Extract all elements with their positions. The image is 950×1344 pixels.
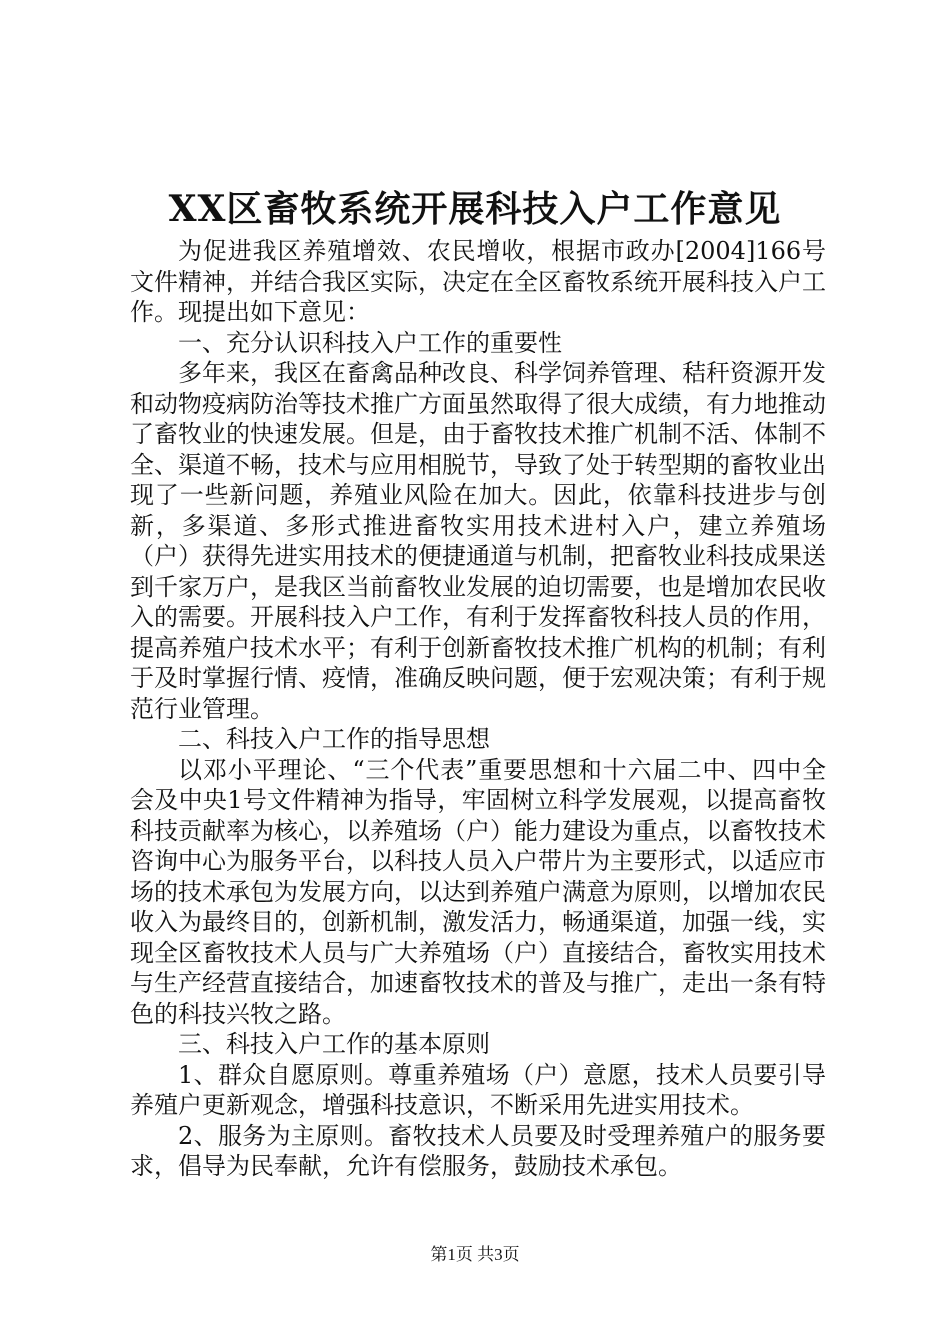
intro-paragraph: 为促进我区养殖增效、农民增收，根据市政办[2004]166号文件精神，并结合我区实际，决定在全区畜牧系统开展科技入户工作。现提出如下意见： xyxy=(130,237,826,326)
document-title: XX区畜牧系统开展科技入户工作意见 xyxy=(168,188,782,230)
principle-2-paragraph: 2、服务为主原则。畜牧技术人员要及时受理养殖户的服务要求，倡导为民奉献，允许有偿服务，鼓励技术承包。 xyxy=(130,1121,826,1180)
section-heading-3: 三、科技入户工作的基本原则 xyxy=(178,1030,490,1058)
section-1-paragraph: 多年来，我区在畜禽品种改良、科学饲养管理、秸秆资源开发和动物疫病防治等技术推广方面虽然取得了很大成绩，有力地推动了畜牧业的快速发展。但是，由于畜牧技术推广机制不活、体制不全、渠道不畅，技术与应用相脱节，导致了处于转型期的畜牧业出现了一些新问题，养殖业风险在加大。因此，依靠科技进步与创新，多渠道、多形式推进畜牧实用技术进村入户，建立养殖场（户）获得先进实用技术的便捷通道与机制，把畜牧业科技成果送到千家万户，是我区当前畜牧业发展的迫切需要，也是增加农民收入的需要。开展科技入户工作，有利于发挥畜牧科技人员的作用，提高养殖户技术水平；有利于创新畜牧技术推广机构的机制；有利于及时掌握行情、疫情，准确反映问题，便于宏观决策；有利于规范行业管理。 xyxy=(130,359,826,723)
document-body xyxy=(130,236,826,1182)
section-heading-1: 一、充分认识科技入户工作的重要性 xyxy=(178,328,562,357)
principle-1-paragraph: 1、群众自愿原则。尊重养殖场（户）意愿，技术人员要引导养殖户更新观念，增强科技意识，不断采用先进实用技术。 xyxy=(130,1060,826,1119)
section-2-paragraph: 以邓小平理论、“三个代表”重要思想和十六届二中、四中全会及中央1号文件精神为指导，牢固树立科学发展观，以提高畜牧科技贡献率为核心，以养殖场（户）能力建设为重点，以畜牧技术咨询中心为服务平台，以科技人员入户带片为主要形式，以适应市场的技术承包为发展方向，以达到养殖户满意为原则，以增加农民收入为最终目的，创新机制，激发活力，畅通渠道，加强一线，实现全区畜牧技术人员与广大养殖场（户）直接结合，畜牧实用技术与生产经营直接结合，加速畜牧技术的普及与推广，走出一条有特色的科技兴牧之路。 xyxy=(130,755,826,1028)
page-number-footer: 第1页 共3页 xyxy=(430,1245,520,1264)
section-heading-2: 二、科技入户工作的指导思想 xyxy=(178,725,490,753)
